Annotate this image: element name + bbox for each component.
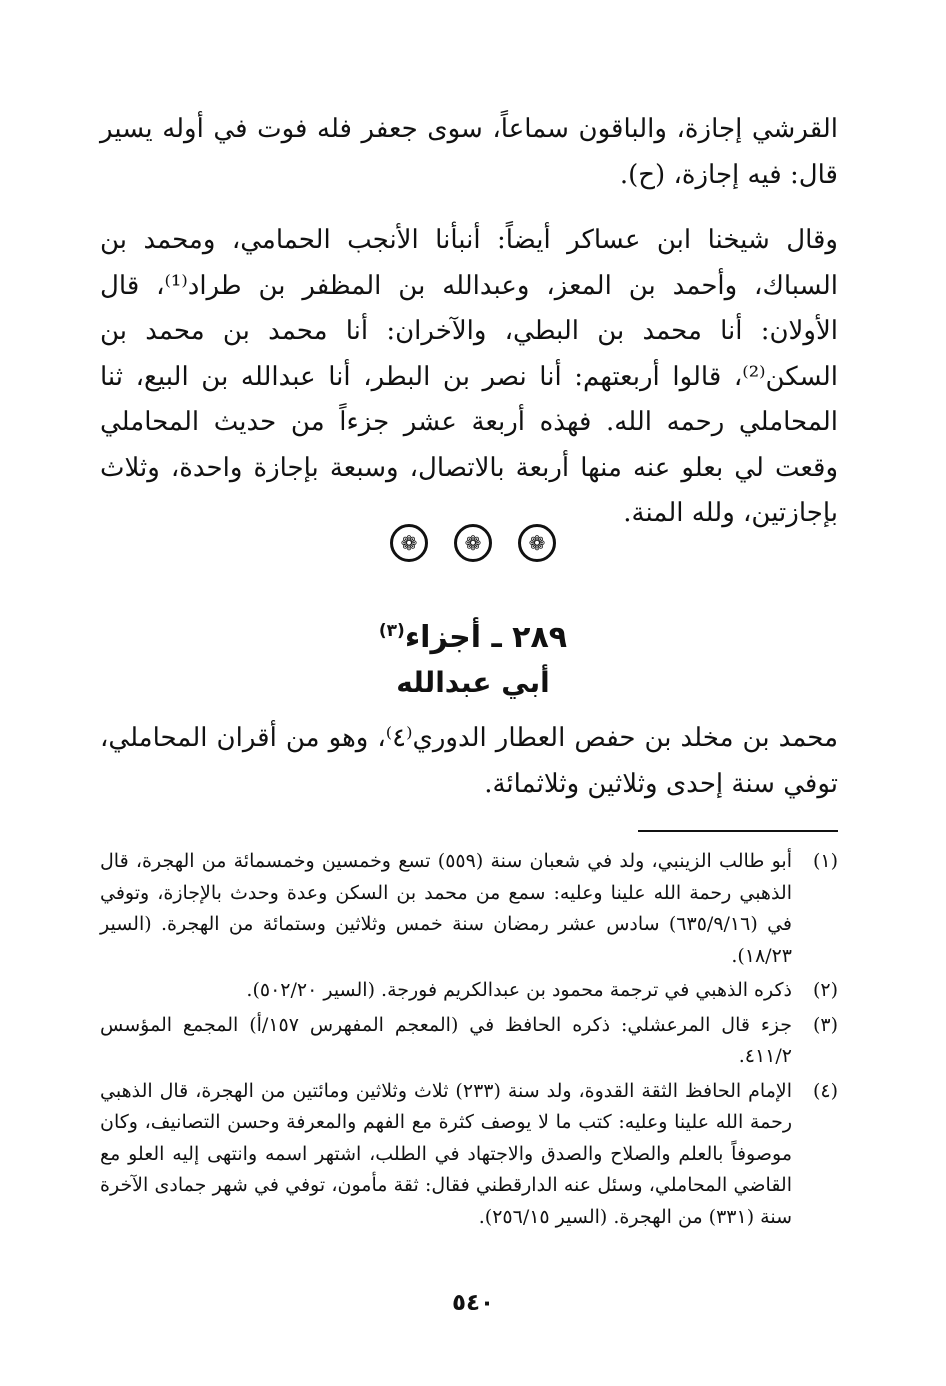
ornament-icon: ❁ [518,524,556,562]
paragraph-author-bio: محمد بن مخلد بن حفص العطار الدوري⁽٤⁾، وهو من أقران المحاملي، توفي سنة إحدى وثلاثين وثلاثمائة. [100,723,838,799]
section-subtitle: أبي عبدالله [396,666,550,699]
footnote-item [100,1076,838,1234]
footnotes [100,846,838,1236]
footnote-text: الإمام الحافظ الثقة القدوة، ولد سنة (٢٣٣) ثلاث وثلاثين ومائتين من الهجرة، قال الذهبي رحمة الله علينا وعليه: كتب ما لا يوصف كثرة مع الفهم والمعرفة وحسن التصانيف، وكان موصوفاً بالعلم والصلاح والصدق والاجتهاد في الطلب، اشتهر اسمه وانتهى إليه العلو مع القاضي المحاملي، وسئل عنه الدارقطني فقال: ثقة مأمون، توفي في شهر جمادى الآخرة سنة (٣٣١) من الهجرة. (السير ٢٥٦/١٥). [100,1079,792,1228]
section-ornaments [0,524,946,562]
footnote-item [100,975,838,1007]
footnote-text: ذكره الذهبي في ترجمة محمود بن عبدالكريم فورجة. (السير ٥٠٢/٢٠). [246,979,792,1001]
section-title [0,608,946,661]
footnote-item [100,846,838,972]
ornament-icon: ❁ [390,524,428,562]
footnote-text: جزء قال المرعشلي: ذكره الحافظ في (المعجم المفهرس ١٥٧/أ) المجمع المؤسس ٤١١/٢. [100,1013,792,1067]
footnote-number: (٢) [812,979,838,1001]
section-title-text: ٢٨٩ ـ أجزاء [404,620,568,655]
paragraph-ibn-asakir: وقال شيخنا ابن عساكر أيضاً: أنبأنا الأنجب الحمامي، ومحمد بن السباك، وأحمد بن المعز، وعبدالله بن المظفر بن طراد⁽¹⁾، قال الأولان: أنا محمد بن البطي، والآخران: أنا محمد بن محمد بن السكن⁽²⁾، قالوا أربعتهم: أنا نصر بن البطر، أنا عبدالله بن البيع، ثنا المحاملي رحمه الله. فهذه أربعة عشر جزءاً من حديث المحاملي وقعت لي بعلو عنه منها أربعة بالاتصال، وسبعة بإجازة واحدة، وثلاث بإجازتين، ولله المنة. [100,225,839,528]
page-number: ٥٤٠ [451,1290,495,1316]
footnote-text: أبو طالب الزينبي، ولد في شعبان سنة (٥٥٩) تسع وخمسين وخمسمائة من الهجرة، قال الذهبي رحمة الله علينا وعليه: سمع من محمد بن السكن وعدة وحدث بالإجازة، وتوفي في (٦٣٥/٩/١٦) سادس عشر رمضان سنة خمس وثلاثين وستمائة من الهجرة. (السير ١٨/٢٣). [100,850,792,967]
footnote-item [100,1010,838,1073]
section-title-footnote-ref: (٣) [378,621,405,641]
paragraph-continuation: القرشي إجازة، والباقون سماعاً، سوى جعفر فله فوت في أوله يسير قال: فيه إجازة، (ح). [100,114,838,190]
footnote-number: (١) [812,850,838,872]
footnote-divider [638,830,838,832]
footnote-number: (٤) [812,1079,838,1102]
footnote-number: (٣) [812,1013,838,1036]
ornament-icon: ❁ [454,524,492,562]
